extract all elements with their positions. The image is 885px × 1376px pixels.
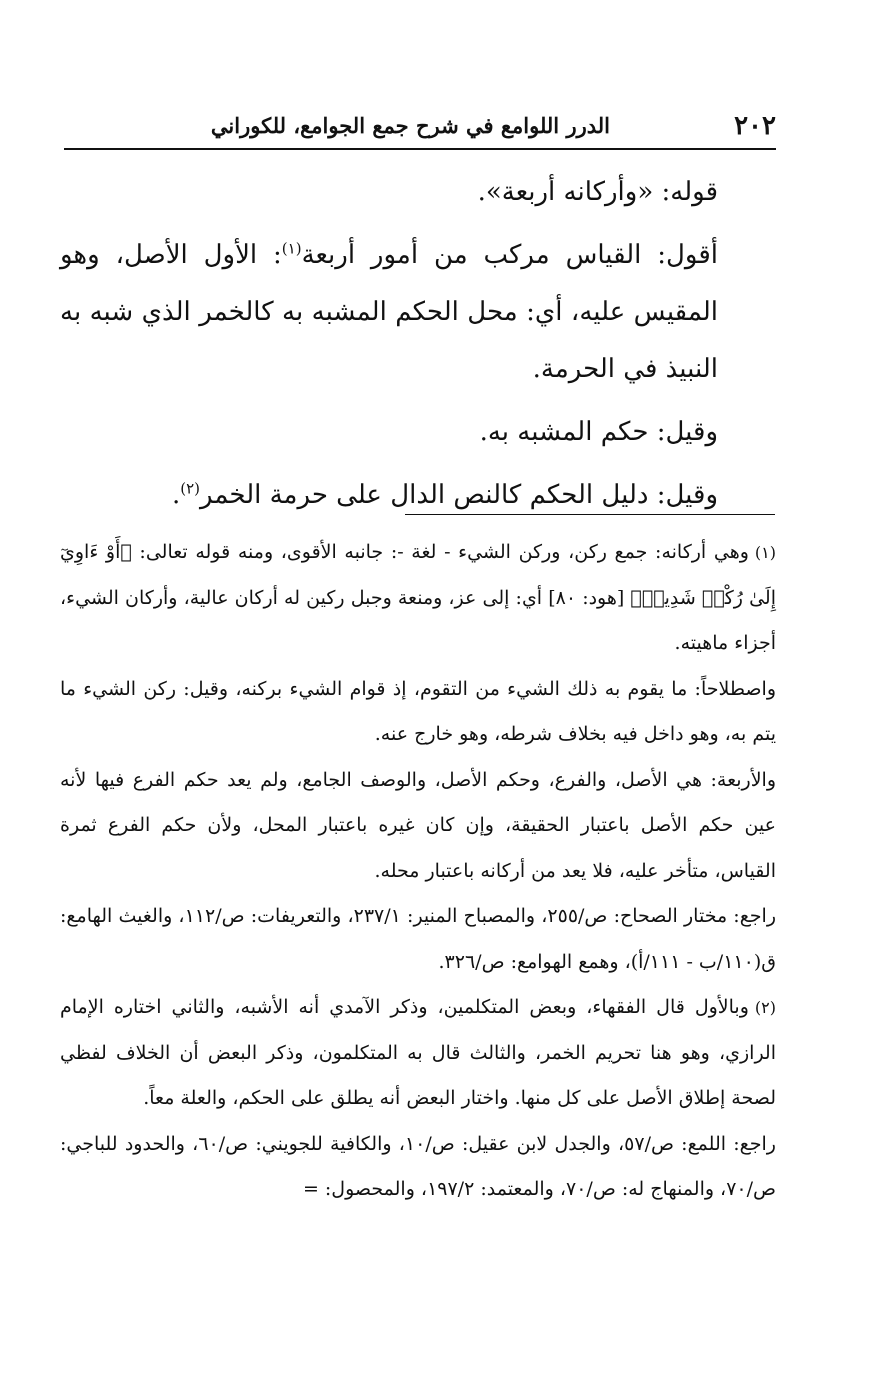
footnote-separator xyxy=(405,514,775,515)
paragraph-opinion-3 xyxy=(60,467,776,524)
footnote-1-references: راجع: مختار الصحاح: ص/٢٥٥، والمصباح المنير: ٢٣٧/١، والتعريفات: ص/١١٢، والغيث الهامع: ق(١١٠/ب - ١١١/أ)، وهمع الهوامع: ص/٣٢٦. xyxy=(60,905,777,973)
footnote-ref-2[interactable]: (٢) xyxy=(180,479,201,498)
paragraph-opinion-2: وقيل: حكم المشبه به. xyxy=(479,417,718,447)
header-rule xyxy=(64,148,776,150)
footnote-2-text: وبالأول قال الفقهاء، وبعض المتكلمين، وذكر الآمدي أنه الأشبه، والثاني اختاره الإمام الرازي، وهو هنا تحريم الخمر، والثالث قال به المتكلمون، وذكر البعض أن الخلاف لفظي لصحة إطلاق الأصل على كل منها. واختار البعض أنه يطلق على الحكم، والعلة معاً. xyxy=(60,996,776,1109)
footnote-2-number: (٢) xyxy=(754,998,776,1017)
footnote-2-references: راجع: اللمع: ص/٥٧، والجدل لابن عقيل: ص/١٠، والكافية للجويني: ص/٦٠، والحدود للباجي: ص/٧٠، والمنهاج له: ص/٧٠، والمعتمد: ١٩٧/٢، والمحصول: = xyxy=(60,1132,776,1200)
footnotes xyxy=(60,530,776,1213)
footnote-1-text: وهي أركانه: جمع ركن، وركن الشيء - لغة -: جانبه الأقوى، ومنه قوله تعالى: ﴿أَوْ ءَاوِيٓ إِلَىٰ رُكْنٖ شَدِيدٖ﴾ [هود: ٨٠] أي: إلى عز، ومنعة وجبل ركين له أركان عالية، وأركان الشيء، أجزاء ماهيته. xyxy=(60,541,776,654)
paragraph-commentary-start: أقول: القياس مركب من أمور أربعة xyxy=(301,240,718,270)
footnote-ref-1[interactable]: (١) xyxy=(281,239,302,258)
footnote-1 xyxy=(60,530,776,667)
main-text xyxy=(60,164,776,530)
footnote-1-number: (١) xyxy=(754,543,776,562)
footnote-1-paragraph-2: واصطلاحاً: ما يقوم به ذلك الشيء من التقوم، إذ قوام الشيء بركنه، وقيل: ركن الشيء ما يتم به، وهو داخل فيه بخلاف شرطه، وهو خارج عنه. xyxy=(60,677,776,745)
running-title: الدرر اللوامع في شرح جمع الجوامع، للكوراني xyxy=(210,113,610,138)
paragraph-commentary-rest: : الأول الأصل، وهو المقيس عليه، أي: محل الحكم المشبه به كالخمر الذي شبه به النبيذ في الحرمة. xyxy=(60,240,718,384)
paragraph-quote: قوله: «وأركانه أربعة». xyxy=(477,177,718,207)
footnote-1-paragraph-3: والأربعة: هي الأصل، والفرع، وحكم الأصل، والوصف الجامع، ولم يعد حكم الفرع فيها لأنه عين حكم الأصل باعتبار الحقيقة، وإن كان غيره باعتبار المحل، ولأن حكم الفرع ثمرة القياس، متأخر عليه، فلا يعد من أركانه باعتبار محله. xyxy=(60,768,776,882)
paragraph-commentary xyxy=(60,227,776,398)
page-number: ٢٠٢ xyxy=(734,111,776,141)
paragraph-opinion-3-text: وقيل: دليل الحكم كالنص الدال على حرمة الخمر xyxy=(200,480,718,510)
paragraph-opinion-3-end: . xyxy=(171,480,181,510)
footnote-2 xyxy=(60,985,776,1122)
running-head xyxy=(64,108,776,144)
